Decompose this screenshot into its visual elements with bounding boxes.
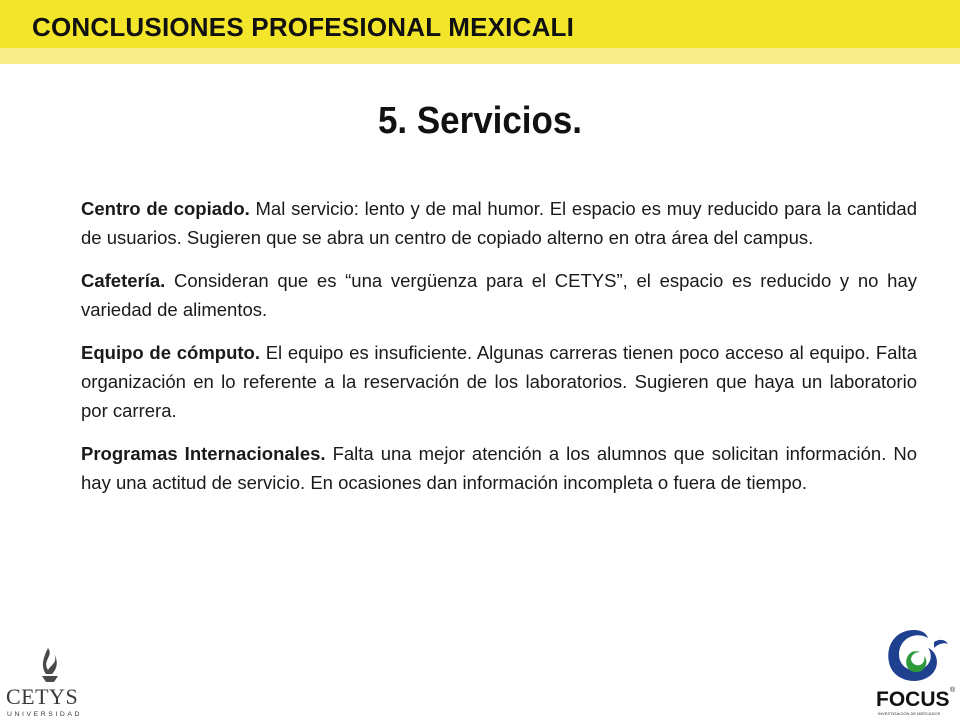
item-heading: Equipo de cómputo. [81, 342, 260, 363]
item-international-programs [81, 439, 917, 497]
item-text: Falta una mejor atención a los alumnos que solicitan información. No hay una actitud de servicio. En ocasiones dan información incompleta o fuera de tiempo. [81, 443, 918, 493]
item-text: Mal servicio: lento y de mal humor. El espacio es muy reducido para la cantidad de usuarios. Sugieren que se abra un centro de copiado alterno en otra área del campus. [81, 198, 917, 248]
item-computer-equipment [81, 338, 917, 425]
cetys-subtitle: UNIVERSIDAD [7, 711, 83, 718]
slide-title: 5. Servicios. [377, 100, 583, 142]
item-text: Consideran que es “una vergüenza para el CETYS”, el espacio es reducido y no hay variedad de alimentos. [81, 270, 917, 320]
cetys-wordmark: CETYS [6, 684, 79, 709]
focus-tagline: INVESTIGACIÓN DE MERCADOS [878, 711, 941, 716]
content-body [81, 194, 917, 511]
item-copy-center [81, 194, 917, 252]
header-bar [0, 0, 960, 64]
focus-logo-icon [868, 618, 960, 720]
header-light-strip [0, 48, 960, 64]
cetys-logo-icon [2, 640, 102, 720]
focus-registered: ® [950, 687, 956, 694]
item-heading: Cafetería. [81, 270, 166, 291]
item-heading: Programas Internacionales. [81, 443, 326, 464]
header-title: CONCLUSIONES PROFESIONAL MEXICALI [32, 12, 575, 42]
focus-wordmark: FOCUS [876, 688, 950, 711]
item-cafeteria [81, 266, 917, 324]
item-heading: Centro de copiado. [81, 198, 250, 219]
item-text: El equipo es insuficiente. Algunas carreras tienen poco acceso al equipo. Falta organización en lo referente a la reservación de los laboratorios. Sugieren que haya un laboratorio por carrera. [81, 342, 917, 421]
